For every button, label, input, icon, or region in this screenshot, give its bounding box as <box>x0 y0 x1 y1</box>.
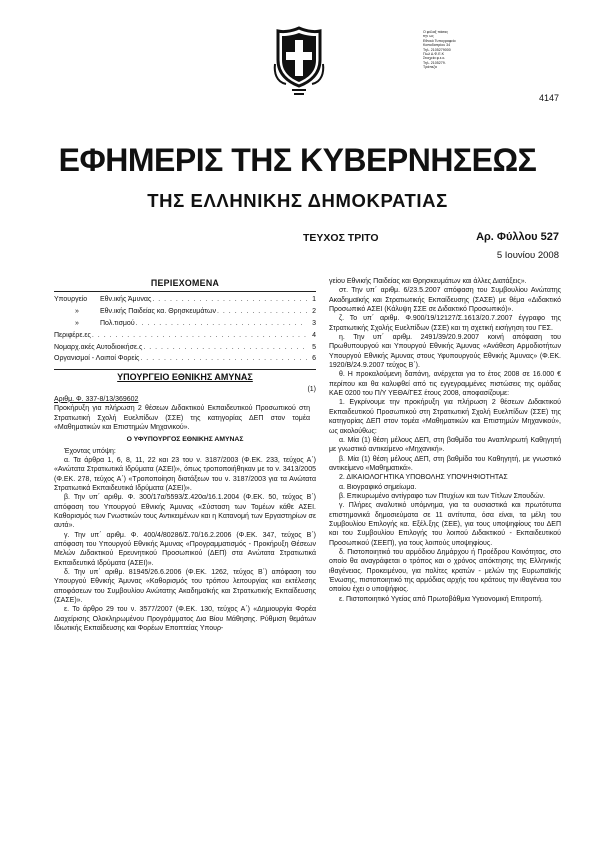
toc-page: 1 <box>312 296 316 304</box>
paragraph: γ. Πλήρες αναλυτικό υπόμνημα, για τα ουσιαστικά και πρωτότυπα επιστημονικά δημοσιεύματα σε 11 αντίτυπα, όσα είναι, τα μέλη του Συμβουλίου Επιλογής κα. Εξέλ.ξης (ΣΕΕ), για τους υποψηφίους του ΔΕΠ και του Συμβουλίου Επιλογής του λοιπού Διδακτικού - Εκπαιδευτικού Προσωπικού (ΣΕΕΠ), για τους λοιπούς υποψηφίους. <box>329 502 561 547</box>
coat-of-arms-icon <box>272 26 326 98</box>
paragraph: β. Μία (1) θέση μέλους ΔΕΠ, στη βαθμίδα του Καθηγητή, με γνωστικό αντικείμενο «Μαθηματικά». <box>329 455 561 472</box>
toc-item[interactable] <box>54 295 316 307</box>
print-line: Πωλ Δ.Φ.Ε.Κ <box>423 52 444 57</box>
toc-page: 5 <box>312 343 316 351</box>
toc-leader <box>140 354 307 363</box>
paragraph: 1. Εγκρίνουμε την προκήρυξη για πλήρωση 2 θέσεων Διδακτικού Εκπαιδευτικού Προσωπικού στη Στρατιωτική Σχολή Ευελπίδων (ΣΣΕ) της κατηγορίας ΔΕΠ στον τομέα «Μαθηματικών και Επιστημών Μηχανικού», ως ακολούθως: <box>329 399 561 435</box>
paragraph: δ. Την υπ΄ αριθμ. 81945/26.6.2006 (Φ.ΕΚ. 1262, τεύχος Β΄) απόφαση του Υπουργού Εθνικής Άμυνας «Καθορισμός του τρόπου λειτουργίας και εκτέλεσης αποφάσεων του Συμβουλίου Ανώτατης Ακαδημαϊκής και Στρατιωτικής Εκπαίδευσης (ΣΑΣΕ)». <box>54 569 316 605</box>
issue-date: 5 Ιουνίου 2008 <box>496 250 559 261</box>
toc-item[interactable] <box>54 307 316 319</box>
minister-heading: Ο ΥΦΥΠΟΥΡΓΟΣ ΕΘΝΙΚΗΣ ΑΜΥΝΑΣ <box>126 436 244 444</box>
gazette-title: ΕΦΗΜΕΡΙΣ ΤΗΣ ΚΥΒΕΡΝΗΣΕΩΣ <box>58 142 537 178</box>
toc-text: Νομαρχ.ακές Αυτοδιοικήσε.ς <box>54 343 143 351</box>
print-line: Τράπεζα <box>423 65 437 70</box>
decision-protocol: Αριθμ. Φ. 337-8/13/369602 <box>54 395 139 403</box>
toc-page: 4 <box>312 331 316 339</box>
toc-category: » <box>75 308 79 316</box>
print-line: Εθνικό Τυπογραφείο <box>423 38 456 43</box>
toc-category: » <box>75 319 79 327</box>
paragraph: στ. Την υπ΄ αριθμ. 6/23.5.2007 απόφαση του Συμβουλίου Ανώτατης Ακαδημαϊκής και Στρατιωτικής Εκπαίδευσης (ΣΑΣΕ) με θέμα «Διδακτικό Προσωπικό ΑΣΕΙ (Κάλυψη ΣΣΕ σε Διδακτικό Προσωπικό)». <box>329 287 561 314</box>
paragraph: η. Την υπ΄ αριθμ. 2491/39/20.9.2007 κοινή απόφαση του Πρωθυπουργού και Υπουργού Εθνικής Άμυνας «Ανάθεση Αρμοδιοτήτων Υπουργού Εθνικής Άμυνας στους Υφυπουργούς Εθνικής Άμυνας» (Φ.ΕΚ. 1920/Β/24.9.2007 τεύχος Β΄). <box>329 334 561 370</box>
paragraph: β. Επικυρωμένο αντίγραφο των Πτυχίων και των Τίτλων Σπουδών. <box>339 492 545 500</box>
toc-leader <box>152 295 307 304</box>
toc-page: 3 <box>312 319 316 327</box>
print-line: Τηλ. 2105279000 <box>423 47 451 52</box>
print-line: Ο φύλαξ πάσας <box>423 30 449 34</box>
toc-text: Πολ.τισμού <box>100 319 135 327</box>
page-number: 4147 <box>538 93 559 103</box>
toc-item[interactable] <box>54 354 316 366</box>
toc-text: Οργανισμοί - Λοιποί Φορείς <box>54 355 140 363</box>
toc-page: 6 <box>312 355 316 363</box>
ministry-heading <box>54 373 316 382</box>
toc-item[interactable] <box>54 319 316 331</box>
gazette-subtitle: ΤΗΣ ΕΛΛΗΝΙΚΗΣ ΔΗΜΟΚΡΑΤΙΑΣ <box>147 190 448 211</box>
paragraph: δ. Πιστοποιητικό του αρμόδιου Δημάρχου ή Προέδρου Κοινότητας, στο οποίο θα αναγράφεται ο τρόπος και ο χρόνος απόκτησης της Ελληνικής ιθαγένειας. Προκειμένου, για πολίτες κρατών - μελών της Ευρωπαϊκής Ένωσης, πιστοποιητικό της αρμόδιας αρχής του κράτους την ιθαγένεια του οποίου έχει ο υποψήφιος. <box>329 548 561 594</box>
paragraph: β. Την υπ΄ αριθμ. Φ. 300/17α/5593/Σ.420α/16.1.2004 (Φ.ΕΚ. 50, τεύχος Β΄) απόφαση του Υπουργού Εθνικής Άμυνας «Σύσταση των Τομέων κάθε ΑΣΕΙ. Καθορισμός των Γνωστικών τους Αντικειμένων και η Κατανομή των Εργαστηρίων σε αυτά». <box>54 494 316 530</box>
sheet-number: Αρ. Φύλλου 527 <box>476 231 559 243</box>
ministry-heading-text: ΥΠΟΥΡΓΕΙΟ ΕΘΝΙΚΗΣ ΑΜΥΝΑΣ <box>117 372 253 383</box>
toc-page: 2 <box>312 308 316 316</box>
print-line: Τηλ. 2105279. <box>423 60 446 65</box>
paragraph: θ. Η προκαλούμενη δαπάνη, ανέρχεται για το έτος 2008 σε 16.000 € περίπου και θα καλυφθεί από τις εγγεγραμμένες πιστώσεις της ομάδας ΚΑΕ 0200 του Π/Υ ΥΕΘΑ/ΓΕΣ έτους 2008, αποφασίζουμε: <box>329 371 561 398</box>
paragraph: α. Βιογραφικό σημείωμα. <box>339 483 417 491</box>
paragraph: ε. Πιστοποιητικό Υγείας από Πρωτοβάθμια Υγειονομική Επιτροπή. <box>339 595 543 603</box>
divider <box>54 291 316 292</box>
toc-text: Εθν.ικής Παιδείας κα. Θρησκευμάτων <box>100 308 217 316</box>
considering-label: Έχοντας υπόψη: <box>64 447 116 455</box>
paragraph: γ. Την υπ΄ αριθμ. Φ. 400/4/80286/Σ.70/16.2.2006 (Φ.ΕΚ. 347, τεύχος Β΄) απόφαση του Υπουργού Εθνικής Άμυνας «Προγραμματισμός - Προκήρυξη Θέσεων Μελών Διδακτικού Ερευνητικού Προσωπικού (ΔΕΠ) στα Ανώτατα Στρατιωτικά Εκπαιδευτικά Ιδρύματα (ΑΣΕΙ)». <box>54 531 316 567</box>
toc-leader <box>92 331 307 340</box>
paragraph: ζ. Το υπ΄ αριθμ. Φ.900/19/12127/Σ.1613/20.7.2007 έγγραφο της Στρατιωτικής Σχολής Ευελπίδων (ΣΣΕ) και τη σχετική εισήγηση του ΓΕΣ. <box>329 315 561 332</box>
toc-leader <box>143 343 307 352</box>
toc-category: Υπουργείο <box>54 296 88 304</box>
decision-number: (1) <box>307 386 316 394</box>
toc-text: Περιφέρε.ες <box>54 331 91 339</box>
paragraph: α. Τα άρθρα 1, 6, 8, 11, 22 και 23 του ν. 3187/2003 (Φ.ΕΚ. 233, τεύχος Α΄) «Ανώτατα Στρατιωτικά Ιδρύματα (ΑΣΕΙ)», όπως τροποποιήθηκαν με το ν. 3413/2005 (Φ.ΕΚ. 278, τεύχος Α΄) «Τροποποίηση διατάξεων του ν. 3187/2003 για τα Ανώτατα Στρατιωτικά Εκπαιδευτικά Ιδρύματα (ΑΣΕΙ)». <box>54 456 316 492</box>
table-of-contents <box>54 295 316 366</box>
right-column <box>329 277 561 604</box>
paragraph: α. Μία (1) θέση μέλους ΔΕΠ, στη βαθμίδα του Αναπληρωτή Καθηγητή με γνωστικό αντικείμενο «Μηχανική». <box>329 436 561 454</box>
contents-heading: ΠΕΡΙΕΧΟΜΕΝΑ <box>150 278 220 288</box>
printing-info <box>423 30 483 70</box>
divider <box>54 369 316 370</box>
paragraph: γείου Εθνικής Παιδείας και Θρησκευμάτων και άλλες Διατάξεις». <box>329 278 527 285</box>
left-column <box>54 277 316 633</box>
toc-leader <box>136 319 307 328</box>
print-line: την ως <box>423 34 434 39</box>
print-line: Στοιχεία φ.ε.κ. <box>423 56 446 61</box>
toc-item[interactable] <box>54 343 316 355</box>
print-line: Καποδιστρίου 34 <box>423 43 451 48</box>
toc-leader <box>217 307 307 316</box>
paragraph: ε. Το άρθρο 29 του ν. 3577/2007 (Φ.ΕΚ. 130, τεύχος Α΄) «Δημιουργία Φορέα Διαχείρισης Ολοκληρωμένου Προγράμματος Δια Βίου Μάθησης. Ρύθμιση θεμάτων Ιδιωτικής Εκπαίδευσης και Φορέων Εποπτείας Υπουρ- <box>54 606 316 633</box>
issue-type: ΤΕΥΧΟΣ ΤΡΙΤΟ <box>303 232 379 244</box>
section-heading: 2. ΔΙΚΑΙΟΛΟΓΗΤΙΚΑ ΥΠΟΒΟΛΗΣ ΥΠΟΨΗΦΙΟΤΗΤΑΣ <box>339 474 508 482</box>
decision-subject: Προκήρυξη για πλήρωση 2 θέσεων Διδακτικού Εκπαιδευτικού Προσωπικού στη Στρατιωτική Σχολή Ευελπίδων (ΣΣΕ) της κατηγορίας ΔΕΠ στον τομέα «Μαθηματικών και Επιστημών Μηχανικού». <box>54 405 310 431</box>
toc-item[interactable] <box>54 331 316 343</box>
toc-text: Εθν.ικής Άμυνας <box>100 296 152 304</box>
